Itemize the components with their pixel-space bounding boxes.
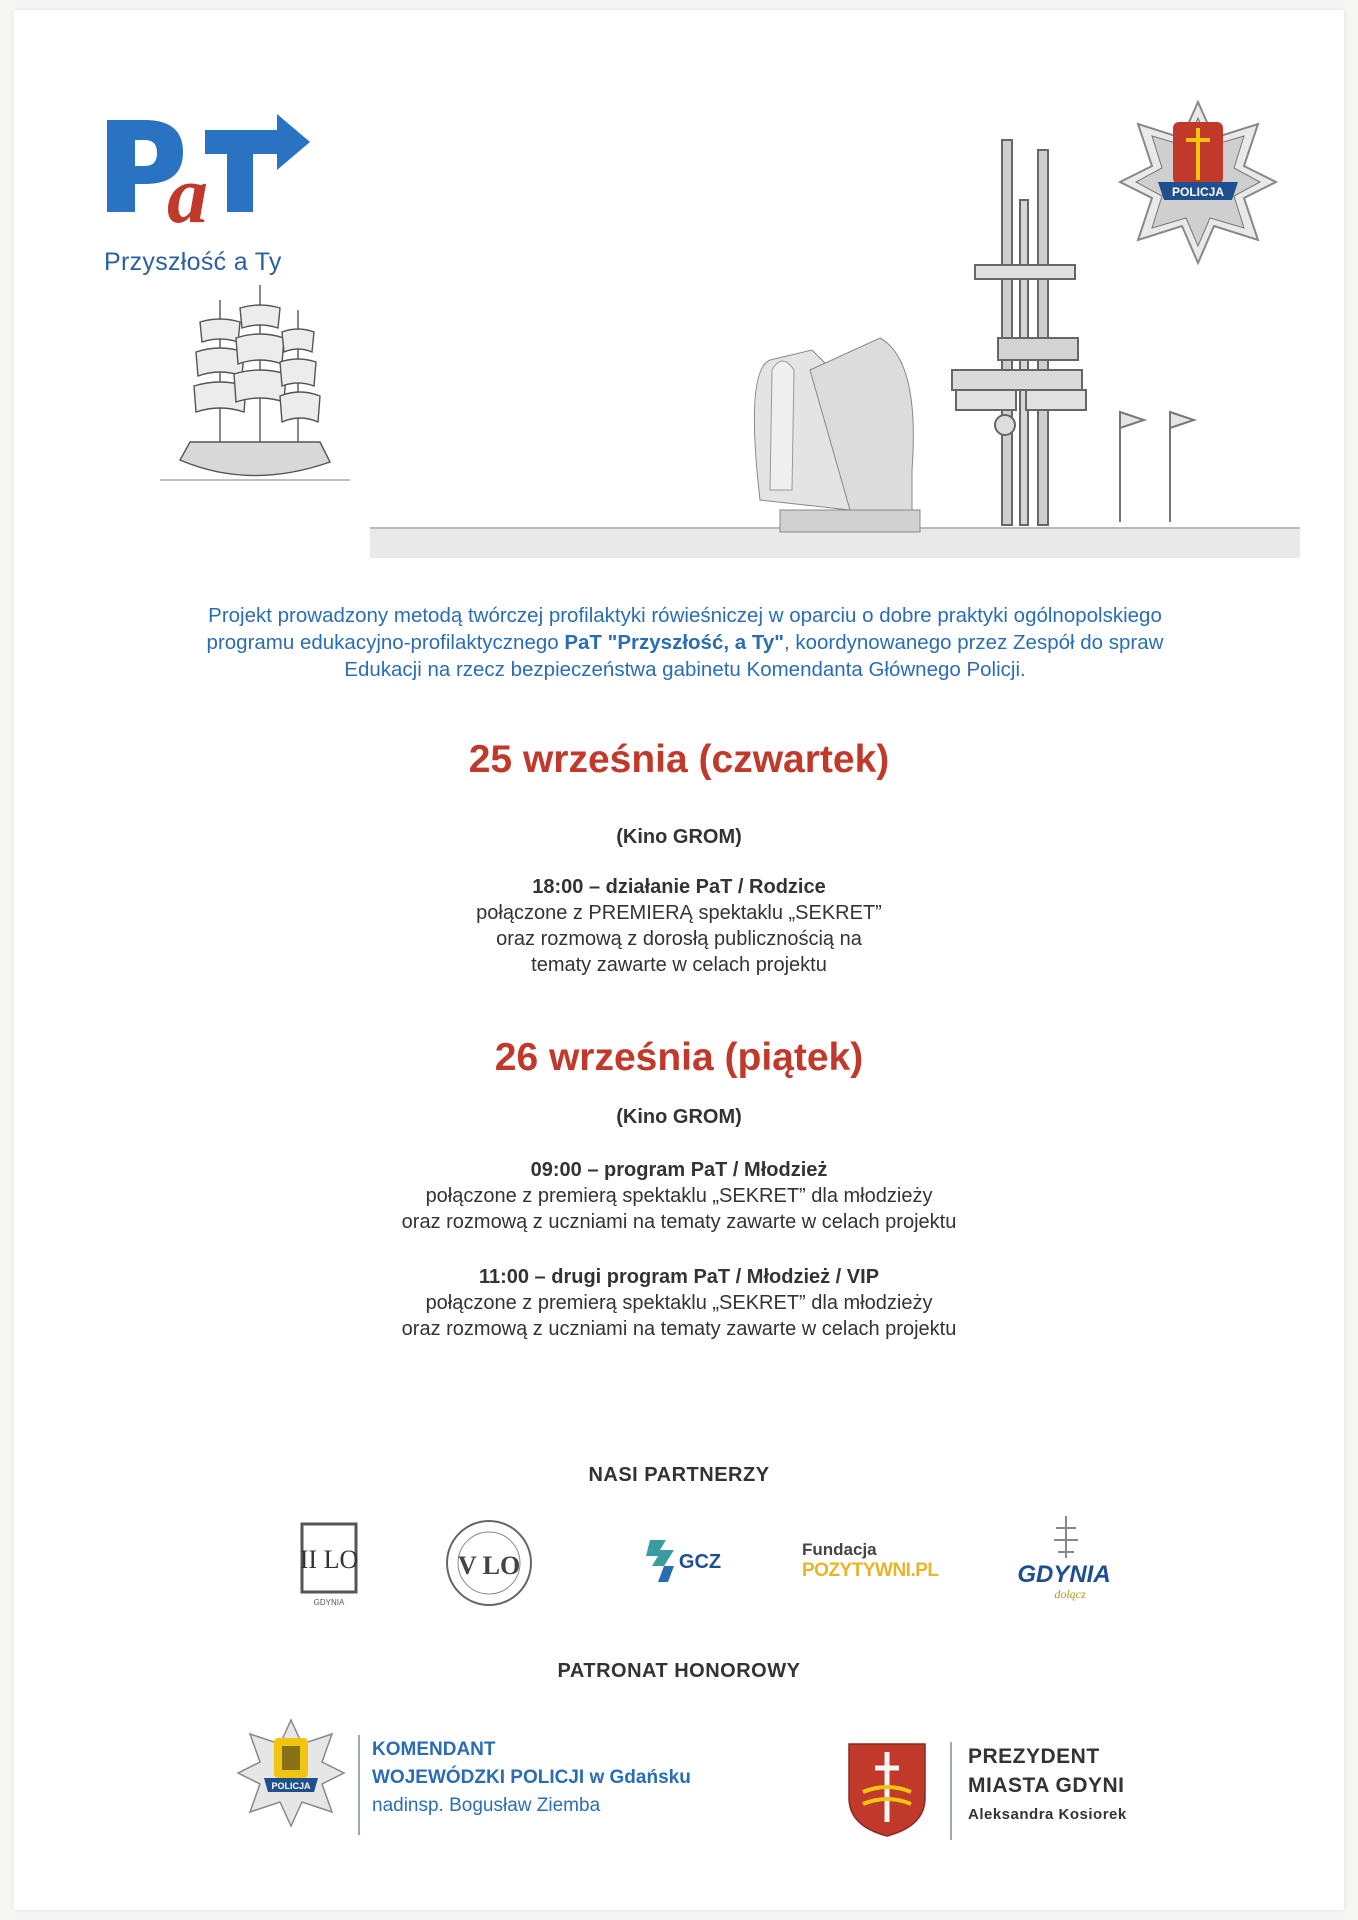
svg-text:POLICJA: POLICJA (271, 1781, 311, 1791)
day2-heading: 26 września (piątek) (494, 1036, 864, 1079)
flagpoles-drawing (1120, 412, 1194, 522)
tall-ship-drawing (160, 285, 350, 480)
day2-event-1 (0, 1157, 1358, 1235)
partner-gdynia-logo (1016, 1508, 1120, 1608)
day1-venue: (Kino GROM) (616, 826, 742, 848)
gdynia-coat-of-arms-icon (847, 1742, 927, 1838)
svg-text:dołącz: dołącz (1054, 1587, 1086, 1601)
police-star-small-icon (236, 1718, 346, 1828)
patronage-label: PATRONAT HONOROWY (557, 1660, 801, 1682)
event-title: 09:00 – program PaT / Młodzież (530, 1159, 828, 1181)
patron-police-text: KOMENDANT WOJEWÓDZKI POLICJI w Gdańsku nadinsp. Bogusław Ziemba (372, 1739, 691, 1816)
event-line: połączone z premierą spektaklu „SEKRET” dla młodzieży (425, 1292, 933, 1314)
event-line: oraz rozmową z uczniami na tematy zawarte w celach projektu (401, 1211, 957, 1233)
event-title: 11:00 – drugi program PaT / Młodzież / VIP (478, 1266, 880, 1288)
event-title: 18:00 – działanie PaT / Rodzice (532, 876, 826, 898)
police-star-badge (1118, 100, 1278, 265)
pat-logo-a: a (167, 149, 208, 240)
partners-label: NASI PARTNERZY (588, 1464, 770, 1486)
day2-venue: (Kino GROM) (616, 1106, 742, 1128)
event-line: oraz rozmową z uczniami na tematy zawarte w celach projektu (401, 1318, 957, 1340)
svg-text:GDYNIA: GDYNIA (1017, 1561, 1111, 1588)
patron-divider (358, 1735, 360, 1835)
partner-ii-lo-logo (298, 1520, 364, 1608)
svg-text:V LO: V LO (457, 1551, 521, 1580)
day1-event-1 (0, 874, 1358, 978)
event-line: tematy zawarte w celach projektu (531, 954, 827, 976)
pat-subtitle: Przyszłość a Ty (104, 248, 282, 276)
day1-heading: 25 września (czwartek) (468, 738, 890, 781)
intro-line-2: programu edukacyjno-profilaktycznego PaT "Przyszłość, a Ty", koordynowanego przez Zespół do spraw (206, 631, 1164, 654)
partner-v-lo-logo (444, 1518, 534, 1608)
police-badge-label: POLICJA (1171, 185, 1225, 199)
sculpture-drawing (754, 338, 920, 532)
masts-monument-drawing (952, 140, 1086, 525)
partner-gcz-logo (644, 1526, 724, 1600)
patron-mayor-text: PREZYDENT MIASTA GDYNI Aleksandra Kosiorek (968, 1745, 1127, 1823)
partner-pozytywni-logo: Fundacja POZYTYWNI.PL (802, 1540, 939, 1581)
project-intro (110, 602, 1260, 683)
event-line: połączone z PREMIERĄ spektaklu „SEKRET” (476, 902, 882, 924)
event-line: oraz rozmową z dorosłą publicznością na (496, 928, 862, 950)
patron-divider (950, 1742, 952, 1840)
svg-text:GDYNIA: GDYNIA (313, 1598, 345, 1607)
intro-line-1: Projekt prowadzony metodą twórczej profilaktyki rówieśniczej w oparciu o dobre praktyki ogólnopolskiego (208, 604, 1162, 627)
event-line: połączone z premierą spektaklu „SEKRET” dla młodzieży (425, 1185, 933, 1207)
day2-event-2 (0, 1264, 1358, 1342)
intro-line-3: Edukacji na rzecz bezpieczeństwa gabinetu Komendanta Głównego Policji. (344, 658, 1026, 681)
svg-text:II LO: II LO (299, 1545, 359, 1574)
svg-text:GCZ: GCZ (678, 1551, 722, 1573)
